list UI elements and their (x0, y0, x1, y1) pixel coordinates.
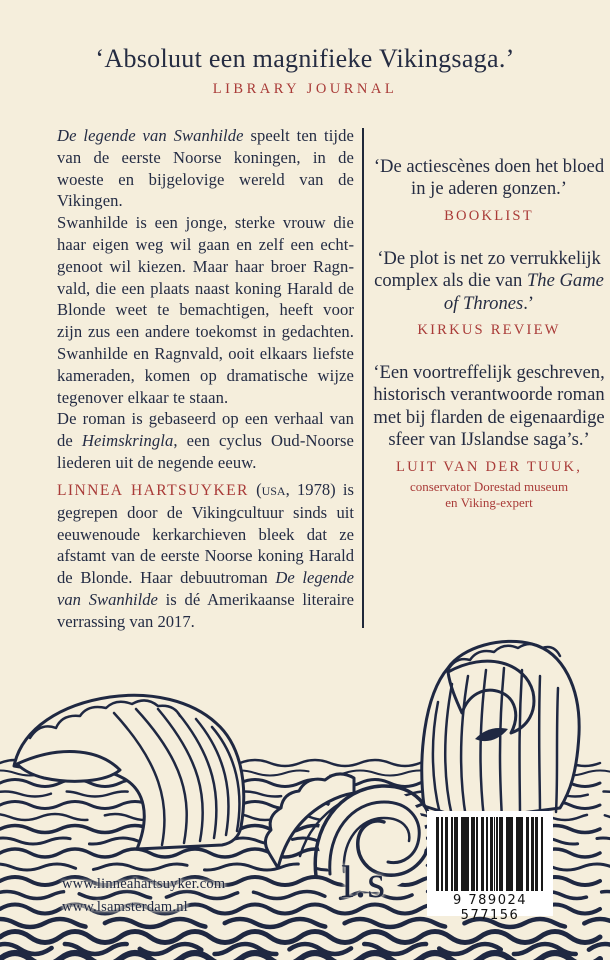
publisher-logo-ls: l.s (341, 856, 387, 907)
barcode (427, 811, 553, 923)
quote-text: ‘De plot is net zo verrukkelijk complex als die van The Game of Thrones.’ (374, 247, 604, 314)
quote-source: LUIT VAN DER TUUK, (395, 458, 583, 475)
review-quote-booklist (371, 156, 607, 225)
game-of-thrones-italic: The Game of Thrones (443, 270, 604, 314)
synopsis-paragraph-1: De legende van Swanhilde speelt ten tijde van de eerste Noorse koningen, in de woeste en bijgelovige wereld van de Vikingen. (57, 126, 354, 211)
author-origin: (usa, 1978) (248, 480, 343, 499)
quote-text: ‘Een voortreffelijk geschreven, historisch verantwoorde roman met bij flarden de eigenaardige sfeer van IJslandse saga’s.’ (373, 362, 605, 451)
quote-source-subtitle: conservator Dorestad museum en Viking-expert (409, 478, 569, 511)
wave-right (422, 641, 579, 820)
headline-quote-source: LIBRARY JOURNAL (212, 81, 398, 97)
author-website-url: www.linneahartsuyker.com (62, 876, 226, 892)
publisher-website-url: www.lsamsterdam.nl (62, 899, 188, 915)
book-title-italic-2: De legende van Swanhilde (57, 568, 355, 609)
review-quote-tuuk (371, 362, 607, 512)
book-title-italic: De legende van Swanhilde (57, 126, 244, 145)
synopsis-paragraph-2: Swanhilde is een jonge, sterke vrouw die haar eigen weg wil gaan en zelf een echtgenoot wil kiezen. Maar haar broer Ragnvald, die een plaats naast koning Harald de Blonde weet te bemachtigen, heeft voor zijn zus een andere toekomst in gedachten. Swanhilde en Ragnvald, ooit elkaars liefste kameraden, komen op dramatische wijze tegenover elkaar te staan. (57, 213, 354, 407)
barcode-bars (436, 817, 544, 891)
review-quote-kirkus (371, 248, 607, 339)
quote-source: KIRKUS REVIEW (417, 322, 561, 339)
author-name: LINNEA HARTSUYKER (57, 482, 249, 499)
review-quotes-column (371, 156, 607, 535)
heimskringla-italic: Heimskringla (81, 431, 174, 451)
quote-text: ‘De actiescènes doen het bloed in je aderen gonzen.’ (373, 156, 605, 200)
barcode-number: 9 789024 577156 (452, 893, 528, 923)
column-divider (362, 128, 364, 628)
synopsis-text (57, 125, 354, 474)
synopsis-paragraph-3: De roman is gebaseerd op een verhaal van de Heimskringla, een cyclus Oud-Noorse liederen uit de negende eeuw. (57, 409, 354, 472)
author-bio: LINNEA HARTSUYKER (usa, 1978) is gegrepen door de Vikingcultuur sinds uit eeuwenoude kerkarchieven bleek dat ze afstamt van de eerste Noorse koning Harald de Blonde. Haar debuutroman De legende van Swanhilde is dé Amerikaanse literaire verrassing van 2017. (57, 480, 355, 631)
quote-source: BOOKLIST (444, 207, 534, 224)
headline-quote: ‘Absoluut een magnifieke Vikingsaga.’ (95, 44, 515, 73)
